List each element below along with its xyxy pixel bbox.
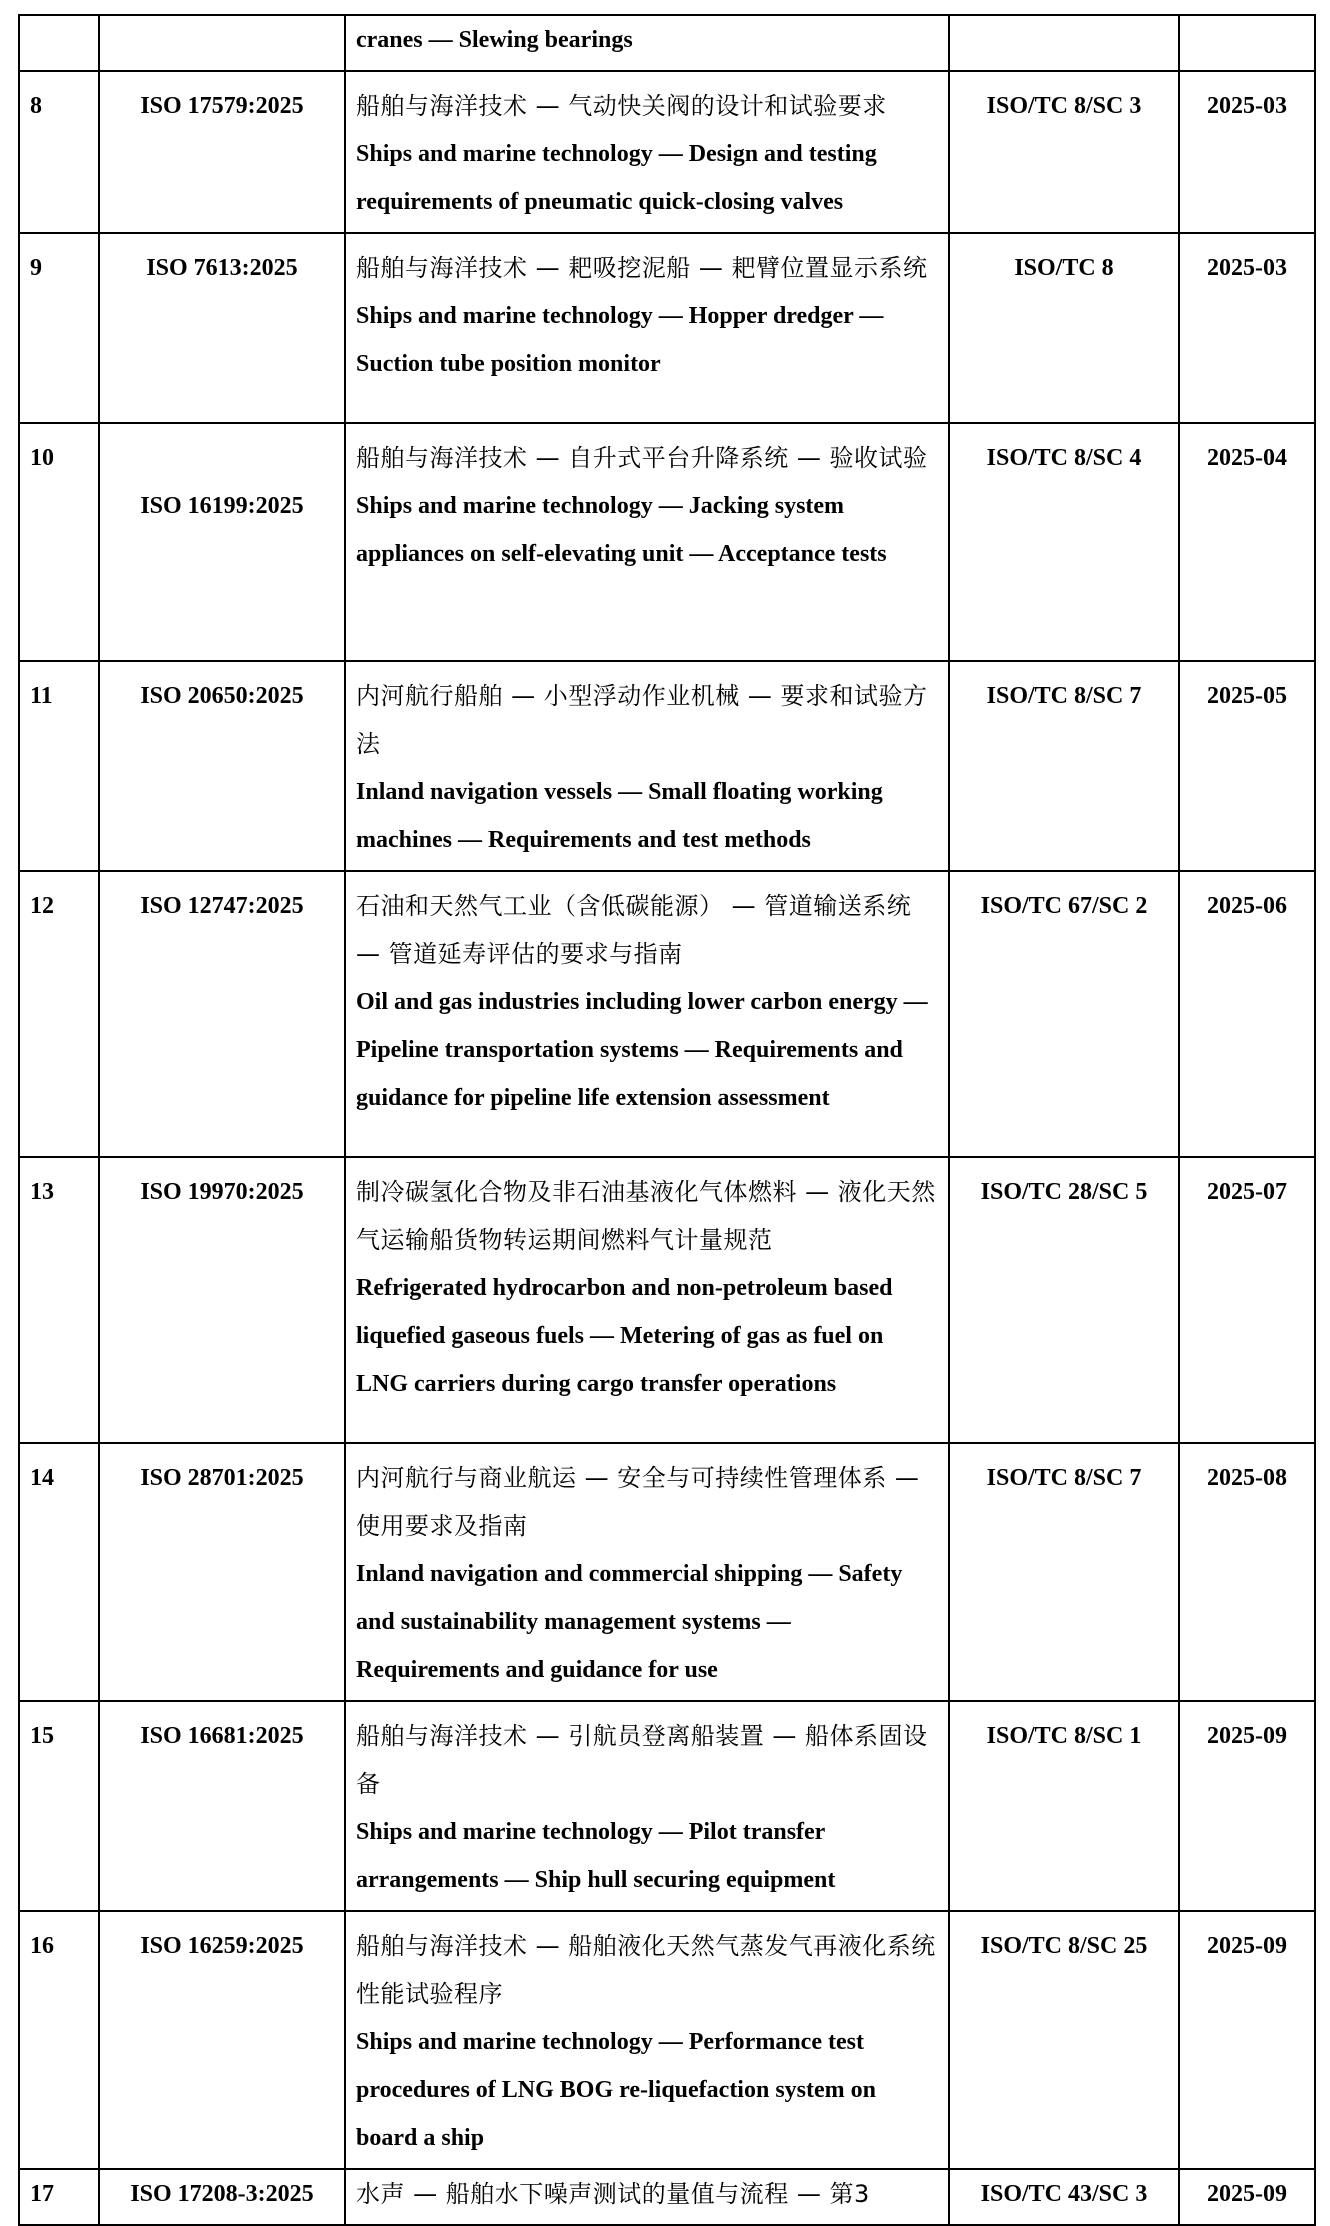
standard-title — [345, 423, 949, 661]
standard-number: ISO 7613:2025 — [99, 233, 345, 423]
title-zh: 船舶与海洋技术 — 气动快关阀的设计和试验要求 — [356, 92, 887, 120]
table-row — [19, 661, 1315, 871]
row-number: 11 — [19, 661, 99, 871]
standard-title — [345, 661, 949, 871]
title-en: Refrigerated hydrocarbon and non-petroleum based liquefied gaseous fuels — Metering of gas as fuel on LNG carriers during cargo transfer operations — [356, 1275, 893, 1397]
title-zh: 船舶与海洋技术 — 自升式平台升降系统 — 验收试验 — [356, 444, 928, 472]
row-number: 17 — [19, 2169, 99, 2225]
title-zh: 石油和天然气工业（含低碳能源） — 管道输送系统 — 管道延寿评估的要求与指南 — [356, 892, 912, 968]
standard-number — [99, 15, 345, 71]
table-row — [19, 423, 1315, 661]
publish-date: 2025-03 — [1179, 233, 1315, 423]
publish-date — [1179, 15, 1315, 71]
table-row — [19, 233, 1315, 423]
publish-date: 2025-06 — [1179, 871, 1315, 1157]
standard-title — [345, 1157, 949, 1443]
standard-number: ISO 12747:2025 — [99, 871, 345, 1157]
title-zh: 水声 — 船舶水下噪声测试的量值与流程 — 第3 — [356, 2180, 870, 2208]
committee: ISO/TC 28/SC 5 — [949, 1157, 1179, 1443]
standard-title — [345, 15, 949, 71]
title-zh: 内河航行船舶 — 小型浮动作业机械 — 要求和试验方法 — [356, 682, 928, 758]
table-row — [19, 1157, 1315, 1443]
publish-date: 2025-08 — [1179, 1443, 1315, 1701]
standard-number: ISO 19970:2025 — [99, 1157, 345, 1443]
title-en: Ships and marine technology — Performance test procedures of LNG BOG re-liquefaction system on board a ship — [356, 2029, 876, 2151]
title-zh: 内河航行与商业航运 — 安全与可持续性管理体系 — 使用要求及指南 — [356, 1464, 920, 1540]
standard-title — [345, 233, 949, 423]
standards-table — [18, 14, 1316, 2226]
table-row — [19, 1701, 1315, 1911]
title-en: Inland navigation and commercial shipping — Safety and sustainability management systems — Requirements and guidance for use — [356, 1561, 903, 1683]
standard-title — [345, 1911, 949, 2169]
title-en: Ships and marine technology — Jacking system appliances on self-elevating unit — Acceptance tests — [356, 493, 887, 567]
standard-title — [345, 871, 949, 1157]
committee: ISO/TC 8/SC 3 — [949, 71, 1179, 233]
standard-number: ISO 17579:2025 — [99, 71, 345, 233]
committee — [949, 15, 1179, 71]
standard-number: ISO 16681:2025 — [99, 1701, 345, 1911]
table-row — [19, 1911, 1315, 2169]
row-number: 12 — [19, 871, 99, 1157]
title-zh: 船舶与海洋技术 — 船舶液化天然气蒸发气再液化系统性能试验程序 — [356, 1932, 936, 2008]
row-number: 10 — [19, 423, 99, 661]
row-number: 9 — [19, 233, 99, 423]
table-row — [19, 1443, 1315, 1701]
committee: ISO/TC 8/SC 4 — [949, 423, 1179, 661]
publish-date: 2025-04 — [1179, 423, 1315, 661]
publish-date: 2025-07 — [1179, 1157, 1315, 1443]
row-number: 8 — [19, 71, 99, 233]
title-zh: 船舶与海洋技术 — 耙吸挖泥船 — 耙臂位置显示系统 — [356, 254, 928, 282]
standard-title — [345, 2169, 949, 2225]
table-row — [19, 2169, 1315, 2225]
publish-date: 2025-09 — [1179, 1911, 1315, 2169]
committee: ISO/TC 8/SC 7 — [949, 661, 1179, 871]
publish-date: 2025-09 — [1179, 1701, 1315, 1911]
title-en: Ships and marine technology — Pilot transfer arrangements — Ship hull securing equipment — [356, 1819, 836, 1893]
title-en: Oil and gas industries including lower carbon energy — Pipeline transportation systems — Requirements and guidance for pipeline life extension assessment — [356, 989, 928, 1111]
title-en: Inland navigation vessels — Small floating working machines — Requirements and test methods — [356, 779, 883, 853]
committee: ISO/TC 8/SC 7 — [949, 1443, 1179, 1701]
row-number: 14 — [19, 1443, 99, 1701]
standard-title — [345, 1443, 949, 1701]
row-number — [19, 15, 99, 71]
table-row — [19, 871, 1315, 1157]
row-number: 13 — [19, 1157, 99, 1443]
title-en: Ships and marine technology — Hopper dredger — Suction tube position monitor — [356, 303, 884, 377]
standard-number: ISO 17208-3:2025 — [99, 2169, 345, 2225]
standard-number — [99, 423, 345, 661]
title-en: Ships and marine technology — Design and testing requirements of pneumatic quick-closing valves — [356, 141, 877, 215]
committee: ISO/TC 8/SC 1 — [949, 1701, 1179, 1911]
table-row-continuation — [19, 15, 1315, 71]
title-zh: 制冷碳氢化合物及非石油基液化气体燃料 — 液化天然气运输船货物转运期间燃料气计量规范 — [356, 1178, 936, 1254]
standard-number: ISO 16259:2025 — [99, 1911, 345, 2169]
standard-number: ISO 28701:2025 — [99, 1443, 345, 1701]
publish-date: 2025-05 — [1179, 661, 1315, 871]
committee: ISO/TC 8/SC 25 — [949, 1911, 1179, 2169]
publish-date: 2025-09 — [1179, 2169, 1315, 2225]
publish-date: 2025-03 — [1179, 71, 1315, 233]
committee: ISO/TC 67/SC 2 — [949, 871, 1179, 1157]
row-number: 16 — [19, 1911, 99, 2169]
title-en: cranes — Slewing bearings — [356, 27, 633, 53]
standard-title — [345, 1701, 949, 1911]
row-number: 15 — [19, 1701, 99, 1911]
standard-number-text: ISO 16199:2025 — [140, 493, 304, 519]
committee: ISO/TC 8 — [949, 233, 1179, 423]
standard-title — [345, 71, 949, 233]
committee: ISO/TC 43/SC 3 — [949, 2169, 1179, 2225]
table-row — [19, 71, 1315, 233]
title-zh: 船舶与海洋技术 — 引航员登离船装置 — 船体系固设备 — [356, 1722, 928, 1798]
standard-number: ISO 20650:2025 — [99, 661, 345, 871]
